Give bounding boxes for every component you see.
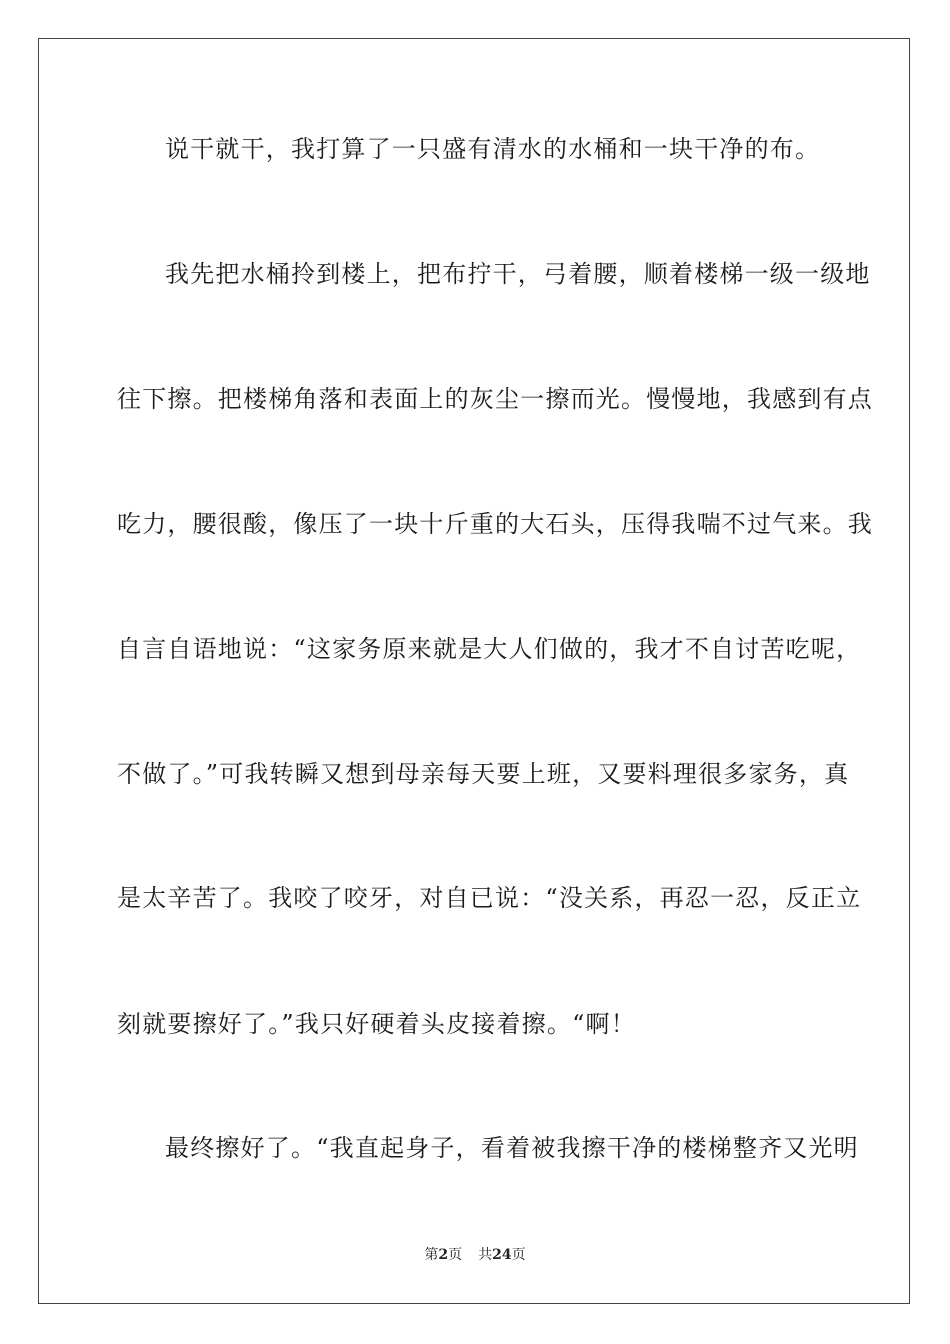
page-footer (0, 1246, 950, 1264)
page-border (38, 38, 910, 1304)
paragraph-2-line-5: 不做了。”可我转瞬又想到母亲每天要上班，又要料理很多家务，真 (117, 760, 850, 788)
paragraph-2-line-4: 自言自语地说：“这家务原来就是大人们做的，我才不自讨苦吃呢， (117, 635, 862, 663)
paragraph-3-line-1: 最终擦好了。“我直起身子，看着被我擦干净的楼梯整齐又光明 (165, 1134, 859, 1162)
paragraph-2-line-6: 是太辛苦了。我咬了咬牙，对自已说：“没关系，再忍一忍，反正立 (117, 884, 862, 912)
current-page-number: 2 (438, 1247, 449, 1263)
page-label-prefix: 第 (424, 1247, 439, 1263)
paragraph-2-line-3: 吃力，腰很酸，像压了一块十斤重的大石头，压得我喘不过气来。我 (117, 510, 873, 538)
paragraph-2-line-7: 刻就要擦好了。”我只好硬着头皮接着擦。“啊！ (117, 1010, 636, 1038)
total-label-suffix: 页 (511, 1247, 526, 1263)
paragraph-2-line-2: 往下擦。把楼梯角落和表面上的灰尘一擦而光。慢慢地，我感到有点 (117, 385, 873, 413)
paragraph-2-line-1: 我先把水桶拎到楼上，把布拧干，弓着腰，顺着楼梯一级一级地 (165, 260, 871, 288)
total-page-count: 24 (492, 1247, 512, 1263)
page-label-suffix: 页 (448, 1247, 463, 1263)
total-label-prefix: 共 (478, 1247, 493, 1263)
paragraph-1-line-1: 说干就干，我打算了一只盛有清水的水桶和一块干净的布。 (165, 135, 821, 163)
